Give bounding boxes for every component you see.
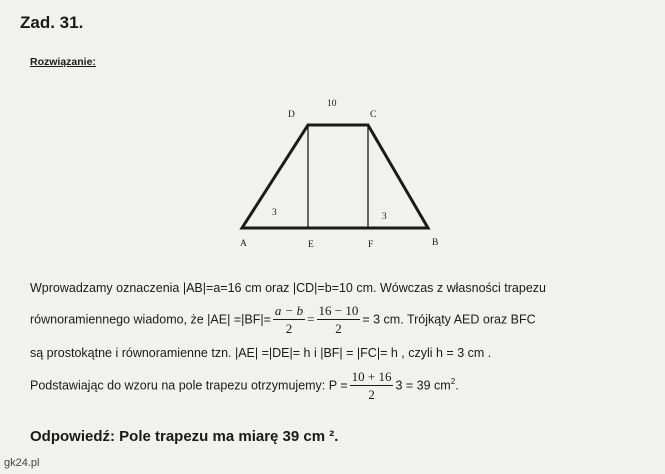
equals-sign: = [307,311,315,327]
text-line-2 [30,303,536,337]
text-line-4 [30,369,459,403]
fraction-numerator: a − b [274,303,304,318]
text-line-3: są prostokątne i równoramienne tzn. |AE| =|DE|= h i |BF| = |FC|= h , czyli h = 3 cm . [30,346,492,360]
line2-pre: równoramiennego wiadomo, że |AE| =|BF|= [30,312,271,327]
answer-line: Odpowiedź: Pole trapezu ma miarę 39 cm ². [30,428,339,445]
fraction-denominator: 2 [368,387,375,402]
fraction-denominator: 2 [335,321,342,336]
line4-end: . [455,378,459,393]
task-title: Zad. 31. [20,13,84,32]
trapezoid-figure [230,90,450,255]
fraction-a-minus-b [273,303,305,337]
label-c: C [370,110,377,120]
label-a: A [240,239,247,249]
label-b: B [432,238,439,248]
label-f: F [368,240,374,250]
label-side-left: 3 [272,208,277,218]
superscript-2: 2 [450,377,456,387]
label-d: D [288,110,295,120]
fraction-denominator: 2 [285,321,293,336]
fraction-numerator: 16 − 10 [318,303,359,318]
label-side-right: 3 [382,212,387,222]
fraction-numerator: 10 + 16 [351,369,392,384]
watermark: gk24.pl [4,457,40,469]
line4-pre: Podstawiając do wzoru na pole trapezu otrzymujemy: P = [30,378,348,393]
line4-post: 3 = 39 cm [395,378,451,393]
solution-heading: Rozwiązanie: [30,56,96,68]
label-e: E [308,240,314,250]
trapezoid-outline [242,125,428,228]
text-line-1: Wprowadzamy oznaczenia |AB|=a=16 cm oraz |CD|=b=10 cm. Wówczas z własności trapezu [30,281,546,295]
label-top-length: 10 [327,99,337,109]
line2-post: = 3 cm. Trójkąty AED oraz BFC [362,312,536,327]
fraction-10-plus-16 [350,369,394,403]
fraction-16-minus-10 [317,303,361,337]
